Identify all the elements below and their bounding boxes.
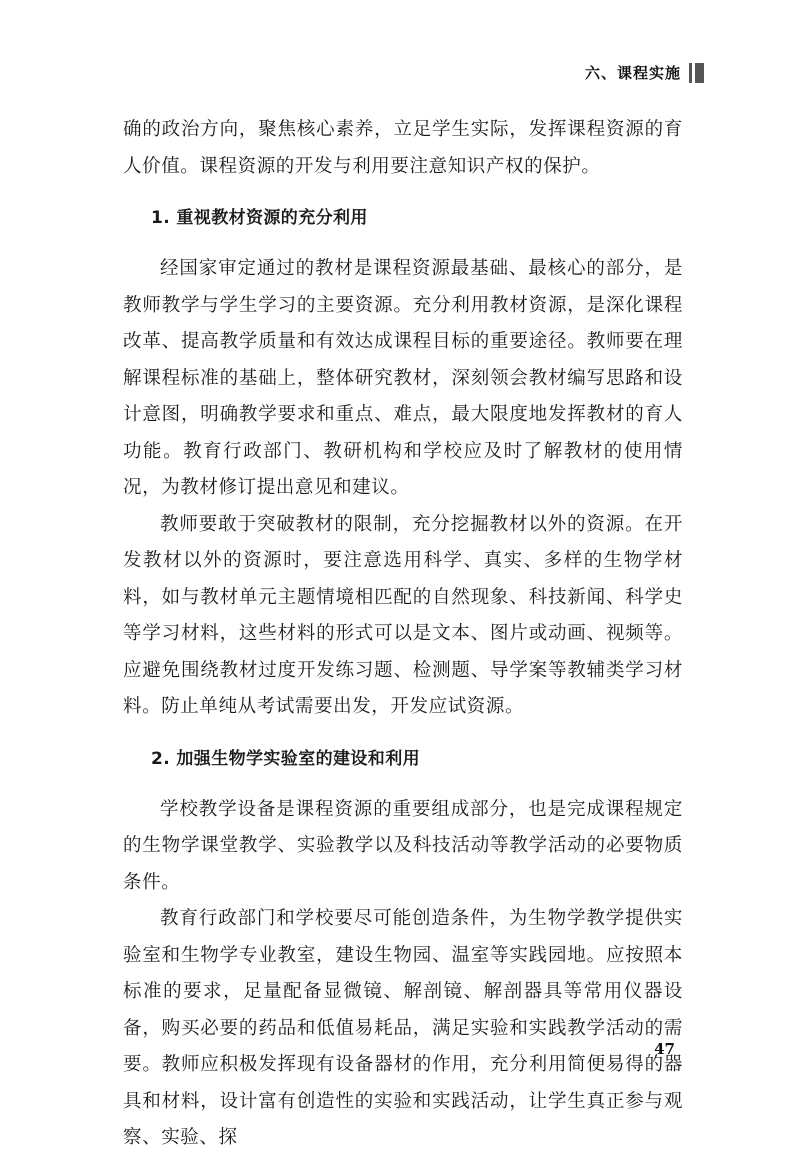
chapter-title: 六、课程实施 [584,64,681,82]
intro-paragraph: 确的政治方向，聚焦核心素养，立足学生实际，发挥课程资源的育人价值。课程资源的开发与利用要注意知识产权的保护。 [123,119,683,177]
section2-paragraph-2: 教育行政部门和学校要尽可能创造条件，为生物学教学提供实验室和生物学专业教室，建设生物园、温室等实践园地。应按照本标准的要求，足量配备显微镜、解剖镜、解剖器具等常用仪器设备，购买必要的药品和低值易耗品，满足实验和实践教学活动的需要。教师应积极发挥现有设备器材的作用，充分利用简便易得的器具和材料，设计富有创造性的实验和实践活动，让学生真正参与观察、实验、探 [123,908,683,1148]
header-bar-marker [689,63,704,83]
page-body [123,112,683,1157]
header-bar-thin [689,63,692,83]
section-heading-1: 1. 重视教材资源的充分利用 [151,208,368,228]
header-bar-thick [695,63,704,83]
section-heading-2: 2. 加强生物学实验室的建设和利用 [151,748,421,769]
page-number: 47 [654,1040,675,1058]
section1-paragraph-2: 教师要敢于突破教材的限制，充分挖掘教材以外的资源。在开发教材以外的资源时，要注意选用科学、真实、多样的生物学材料，如与教材单元主题情境相匹配的自然现象、科技新闻、科学史等学习材料，这些材料的形式可以是文本、图片或动画、视频等。应避免围绕教材过度开发练习题、检测题、导学案等教辅类学习材料。防止单纯从考试需要出发，开发应试资源。 [123,513,683,717]
section2-paragraph-1: 学校教学设备是课程资源的重要组成部分，也是完成课程规定的生物学课堂教学、实验教学以及科技活动等教学活动的必要物质条件。 [123,798,683,893]
section1-paragraph-1: 经国家审定通过的教材是课程资源最基础、最核心的部分，是教师教学与学生学习的主要资源。充分利用教材资源，是深化课程改革、提高教学质量和有效达成课程目标的重要途径。教师要在理解课程标准的基础上，整体研究教材，深刻领会教材编写思路和设计意图，明确教学要求和重点、难点，最大限度地发挥教材的育人功能。教育行政部门、教研机构和学校应及时了解教材的使用情况，为教材修订提出意见和建议。 [123,258,683,498]
running-header [585,62,704,83]
